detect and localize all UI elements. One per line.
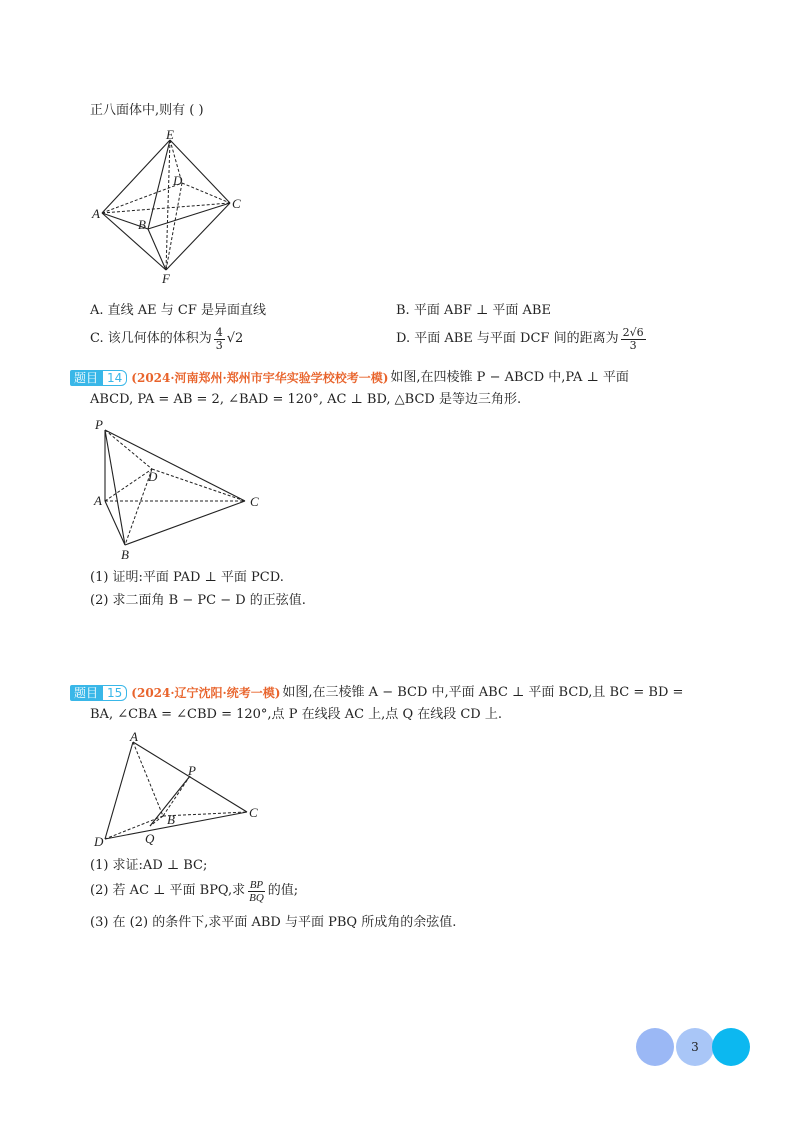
label-A: A: [130, 729, 138, 744]
q15-badge: [70, 685, 127, 701]
part2-suffix: 的值;: [267, 883, 299, 898]
footer-circle-left: [636, 1028, 674, 1066]
q15-part1: (1) 求证:AD ⊥ BC;: [90, 858, 208, 873]
label-C: C: [232, 196, 241, 211]
q14-header: [70, 370, 629, 386]
q13-option-d: [396, 324, 648, 354]
q15-line2: BA, ∠CBA = ∠CBD = 120°,点 P 在线段 AC 上,点 Q 在线段 CD 上.: [90, 707, 502, 722]
q15-part3: (3) 在 (2) 的条件下,求平面 ABD 与平面 PBQ 所成角的余弦值.: [90, 915, 457, 930]
badge-number: 14: [102, 370, 127, 386]
label-D: D: [148, 469, 158, 484]
label-D: D: [94, 834, 104, 849]
q14-source: (2024·河南郑州·郑州市宇华实验学校校考一模): [131, 371, 389, 385]
frac-denominator: 3: [215, 338, 223, 352]
label-E: E: [166, 127, 174, 142]
label-C: C: [250, 494, 259, 509]
part2-fraction: [247, 879, 266, 904]
footer-circle-page: [676, 1028, 714, 1066]
q13-option-a: A. 直线 AE 与 CF 是异面直线: [90, 303, 267, 318]
q14-part2: (2) 求二面角 B − PC − D 的正弦值.: [90, 593, 306, 608]
tetrahedron-figure: [90, 728, 280, 853]
q14-line1: 如图,在四棱锥 P − ABCD 中,PA ⊥ 平面: [390, 370, 629, 385]
q13-option-b: B. 平面 ABF ⊥ 平面 ABE: [396, 303, 551, 318]
frac-numerator: BP: [249, 878, 264, 891]
q13-intro: 正八面体中,则有 ( ): [90, 103, 204, 118]
label-B: B: [138, 217, 146, 232]
q14-part1: (1) 证明:平面 PAD ⊥ 平面 PCD.: [90, 570, 284, 585]
option-c-fraction: [214, 327, 225, 352]
label-Q: Q: [145, 831, 155, 846]
footer-circle-right: [712, 1028, 750, 1066]
option-c-text: C. 该几何体的体积为: [90, 331, 212, 346]
q15-line1: 如图,在三棱锥 A − BCD 中,平面 ABC ⊥ 平面 BCD,且 BC = BD =: [282, 685, 684, 700]
frac-denominator: BQ: [249, 891, 264, 904]
option-d-fraction: [621, 327, 646, 352]
label-B: B: [167, 812, 175, 827]
octahedron-figure: [90, 125, 250, 285]
frac-numerator: 2√6: [622, 325, 644, 339]
label-A: A: [92, 206, 100, 221]
badge-tag: 题目: [70, 370, 102, 386]
label-C: C: [249, 805, 258, 820]
q15-part2: [90, 876, 298, 906]
label-A: A: [94, 493, 102, 508]
label-B: B: [121, 547, 129, 562]
q15-header: [70, 685, 683, 701]
q13-option-c: [90, 324, 243, 354]
option-d-text: D. 平面 ABE 与平面 DCF 间的距离为: [396, 331, 619, 346]
frac-numerator: 4: [215, 325, 223, 339]
q14-line2: ABCD, PA = AB = 2, ∠BAD = 120°, AC ⊥ BD, △BCD 是等边三角形.: [90, 392, 522, 407]
label-F: F: [162, 271, 170, 285]
pyramid-figure: [90, 415, 270, 565]
frac-denominator: 3: [629, 338, 637, 352]
part2-text: (2) 若 AC ⊥ 平面 BPQ,求: [90, 883, 246, 898]
label-P: P: [95, 417, 103, 432]
page-number: 3: [691, 1040, 699, 1054]
label-D: D: [173, 173, 183, 188]
q14-badge: [70, 370, 127, 386]
q15-source: (2024·辽宁沈阳·统考一模): [131, 686, 281, 700]
badge-number: 15: [102, 685, 127, 701]
option-c-root: √2: [226, 331, 244, 346]
label-P: P: [188, 763, 196, 778]
badge-tag: 题目: [70, 685, 102, 701]
